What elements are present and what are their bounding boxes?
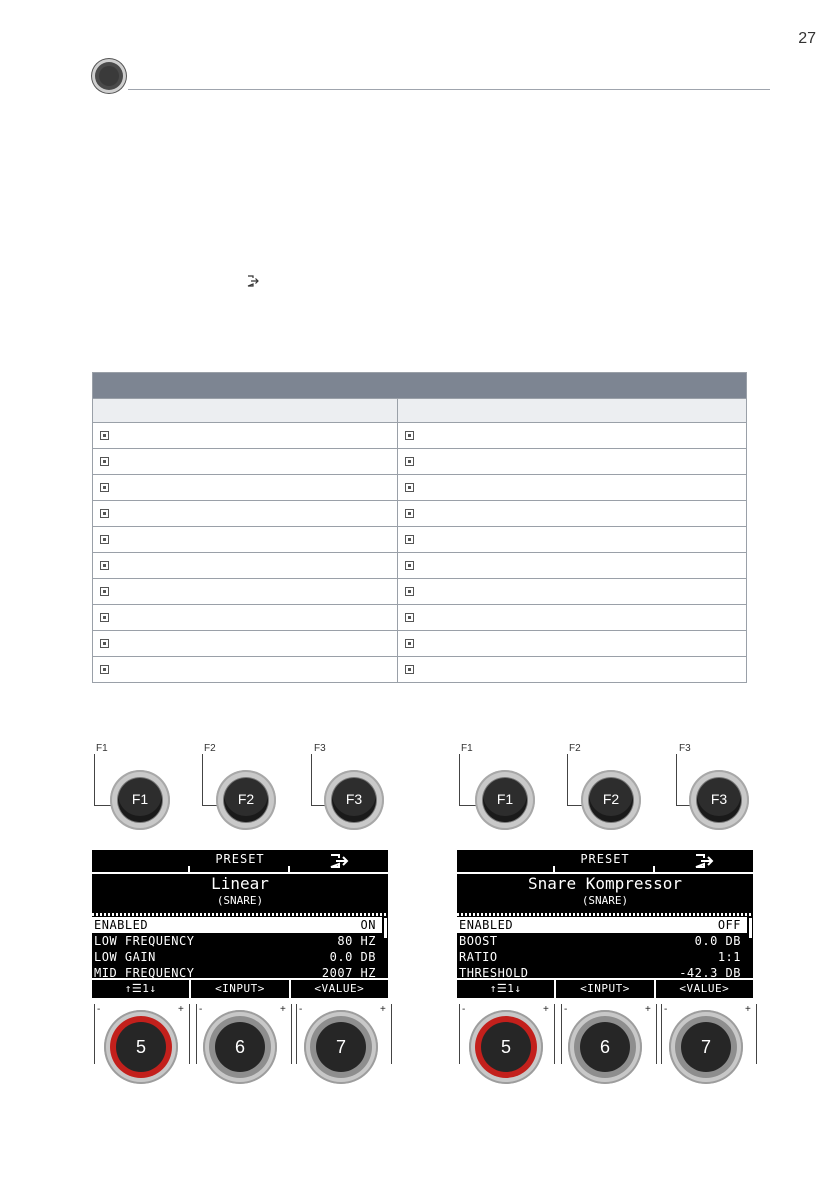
f1-button-label: F1 [118, 778, 162, 822]
table-cell [93, 657, 398, 682]
table-cell [93, 449, 398, 474]
table-cell [398, 423, 746, 448]
minus-label: - [462, 1004, 466, 1015]
param-label: ENABLED [459, 918, 514, 932]
knob-6[interactable] [568, 1010, 642, 1084]
table-cell [93, 579, 398, 604]
list-item[interactable] [92, 933, 382, 949]
table-row [93, 526, 746, 552]
square-bullet-icon [405, 509, 414, 518]
softkey-list: ↑☰1↓ [489, 982, 522, 995]
list-item[interactable] [457, 917, 747, 933]
square-bullet-icon [100, 535, 109, 544]
screen-preset-label: PRESET [580, 852, 630, 866]
channel-name: (SNARE) [216, 894, 264, 907]
square-bullet-icon [405, 587, 414, 596]
square-bullet-icon [100, 483, 109, 492]
square-bullet-icon [100, 457, 109, 466]
table-subheader [93, 398, 746, 422]
parameter-list[interactable] [457, 917, 747, 979]
table-cell [93, 553, 398, 578]
param-value: 0.0 DB [694, 934, 741, 948]
f2-button[interactable] [216, 770, 276, 830]
knob-7[interactable] [304, 1010, 378, 1084]
table-row [93, 578, 746, 604]
list-item[interactable] [457, 933, 747, 949]
softkey-input: <INPUT> [189, 980, 288, 998]
table-subheader-left [93, 399, 398, 422]
param-value: 80 HZ [337, 934, 376, 948]
param-label: RATIO [459, 950, 498, 964]
minus-label: - [564, 1004, 568, 1015]
f1-button[interactable] [475, 770, 535, 830]
table-cell [93, 527, 398, 552]
softkey-value: <VALUE> [289, 980, 388, 998]
f3-button[interactable] [689, 770, 749, 830]
square-bullet-icon [405, 561, 414, 570]
table-row [93, 656, 746, 682]
plus-label: + [645, 1004, 651, 1015]
softkey-bar [457, 978, 753, 998]
param-label: LOW GAIN [94, 950, 156, 964]
minus-label: - [299, 1004, 303, 1015]
square-bullet-icon [100, 639, 109, 648]
plus-label: + [543, 1004, 549, 1015]
minus-label: - [199, 1004, 203, 1015]
softkey-list: ↑☰1↓ [124, 982, 157, 995]
table-cell [398, 475, 746, 500]
knob-5-label: 5 [481, 1022, 531, 1072]
square-bullet-icon [100, 665, 109, 674]
param-label: BOOST [459, 934, 498, 948]
exit-icon[interactable] [694, 853, 714, 869]
minus-label: - [97, 1004, 101, 1015]
table-row [93, 422, 746, 448]
table-cell [398, 449, 746, 474]
square-bullet-icon [405, 639, 414, 648]
square-bullet-icon [405, 431, 414, 440]
table-cell [93, 605, 398, 630]
screen-tick [553, 866, 555, 874]
chapter-dot-icon [92, 59, 126, 93]
preset-name: Snare Kompressor [527, 874, 683, 893]
f3-button-label: F3 [697, 778, 741, 822]
f1-button-label: F1 [483, 778, 527, 822]
screen-tick [288, 866, 290, 874]
table-header [93, 373, 746, 398]
f2-button-label: F2 [224, 778, 268, 822]
scrollbar[interactable] [384, 918, 387, 938]
device-right [457, 740, 757, 1120]
dotted-divider [457, 913, 753, 916]
table-row [93, 604, 746, 630]
square-bullet-icon [405, 483, 414, 492]
param-label: LOW FREQUENCY [94, 934, 195, 948]
square-bullet-icon [405, 535, 414, 544]
param-label: ENABLED [94, 918, 149, 932]
f3-label: F3 [314, 743, 326, 754]
list-item[interactable] [457, 965, 747, 979]
f3-button-label: F3 [332, 778, 376, 822]
page-number: 27 [798, 30, 816, 47]
list-item[interactable] [457, 949, 747, 965]
param-value: 1:1 [717, 950, 741, 964]
lcd-screen [92, 850, 388, 998]
knob-7-label: 7 [681, 1022, 731, 1072]
square-bullet-icon [405, 457, 414, 466]
plus-label: + [745, 1004, 751, 1015]
knob-6-label: 6 [580, 1022, 630, 1072]
softkey-value: <VALUE> [654, 980, 753, 998]
table-cell [398, 501, 746, 526]
exit-icon [247, 275, 259, 287]
f1-label: F1 [461, 743, 473, 754]
table-row [93, 474, 746, 500]
knob-7[interactable] [669, 1010, 743, 1084]
plus-label: + [178, 1004, 184, 1015]
table-row [93, 630, 746, 656]
f2-button-label: F2 [589, 778, 633, 822]
square-bullet-icon [100, 561, 109, 570]
f1-label: F1 [96, 743, 108, 754]
table-cell [398, 657, 746, 682]
table-cell [93, 475, 398, 500]
header-divider [128, 89, 770, 90]
f3-button[interactable] [324, 770, 384, 830]
lcd-screen [457, 850, 753, 998]
plus-label: + [280, 1004, 286, 1015]
param-value: OFF [717, 918, 741, 932]
list-item[interactable] [92, 949, 382, 965]
table-row [93, 448, 746, 474]
exit-icon[interactable] [329, 853, 349, 869]
f3-label: F3 [679, 743, 691, 754]
table-cell [93, 631, 398, 656]
param-label: THRESHOLD [459, 966, 529, 979]
knob-6[interactable] [203, 1010, 277, 1084]
preset-name: Linear [211, 874, 269, 893]
table-cell [398, 553, 746, 578]
param-label: MID FREQUENCY [94, 966, 195, 979]
parameter-list[interactable] [92, 917, 382, 979]
square-bullet-icon [100, 613, 109, 622]
minus-label: - [664, 1004, 668, 1015]
screen-tick [188, 866, 190, 874]
knob-6-label: 6 [215, 1022, 265, 1072]
plus-label: + [380, 1004, 386, 1015]
parameter-table [92, 372, 747, 683]
table-cell [398, 631, 746, 656]
channel-name: (SNARE) [581, 894, 629, 907]
square-bullet-icon [100, 509, 109, 518]
f2-label: F2 [204, 743, 216, 754]
param-value: -42.3 DB [679, 966, 741, 979]
scrollbar[interactable] [749, 918, 752, 938]
screen-tick [653, 866, 655, 874]
table-row [93, 500, 746, 526]
param-value: ON [360, 918, 376, 932]
softkey-bar [92, 978, 388, 998]
table-cell [93, 501, 398, 526]
screen-preset-label: PRESET [215, 852, 265, 866]
f1-button[interactable] [110, 770, 170, 830]
list-item[interactable] [92, 965, 382, 979]
square-bullet-icon [100, 587, 109, 596]
knob-5[interactable] [104, 1010, 178, 1084]
table-row [93, 552, 746, 578]
square-bullet-icon [405, 665, 414, 674]
f2-label: F2 [569, 743, 581, 754]
softkey-input: <INPUT> [554, 980, 653, 998]
knob-7-label: 7 [316, 1022, 366, 1072]
table-cell [93, 423, 398, 448]
table-cell [398, 527, 746, 552]
table-cell [398, 605, 746, 630]
knob-5-label: 5 [116, 1022, 166, 1072]
knob-5[interactable] [469, 1010, 543, 1084]
square-bullet-icon [100, 431, 109, 440]
f2-button[interactable] [581, 770, 641, 830]
square-bullet-icon [405, 613, 414, 622]
param-value: 0.0 DB [329, 950, 376, 964]
param-value: 2007 HZ [321, 966, 376, 979]
table-cell [398, 579, 746, 604]
list-item[interactable] [92, 917, 382, 933]
device-left [92, 740, 392, 1120]
dotted-divider [92, 913, 388, 916]
